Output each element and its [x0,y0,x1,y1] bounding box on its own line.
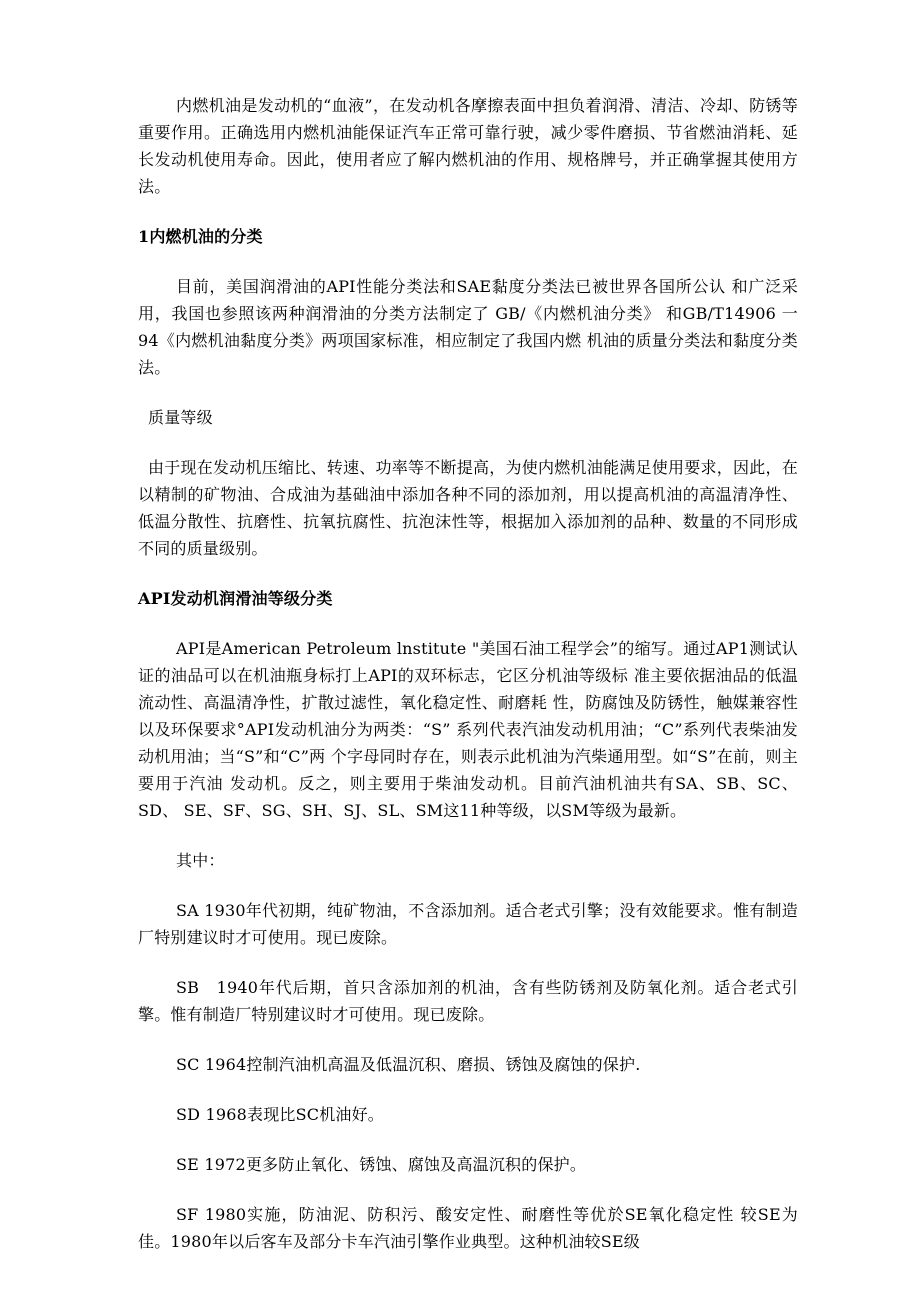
grade-sf: SF 1980实施，防油泥、防积污、酸安定性、耐磨性等优於SE氧化稳定性 较SE为佳。1980年以后客车及部分卡车汽油引擎作业典型。这种机油较SE级 [138,1205,798,1251]
heading-api: API发动机润滑油等级分类 [138,589,333,608]
grade-sa: SA 1930年代初期，纯矿物油，不含添加剂。适合老式引擎；没有效能要求。惟有制造厂特别建议时才可使用。现已废除。 [138,901,798,947]
grade-sd: SD 1968表现比SC机油好。 [176,1105,384,1124]
heading-classification: 1内燃机油的分类 [138,227,263,246]
paragraph-among: 其中： [176,851,225,870]
document-page [138,92,798,1255]
paragraph-classification: 目前，美国润滑油的API性能分类法和SAE黏度分类法已被世界各国所公认 和广泛采用，我国也参照该两种润滑油的分类方法制定了 GB/《内燃机油分类》 和GB/T14906 一 94《内燃机油黏度分类》两项国家标准，相应制定了我国内燃 机油的质量分类法和黏度分类法。 [138,277,798,377]
paragraph-quality: 由于现在发动机压缩比、转速、功率等不断提高，为使内燃机油能满足使用要求，因此，在以精制的矿物油、合成油为基础油中添加各种不同的添加剂，用以提高机油的高温清净性、低温分散性、抗磨性、抗氧抗腐性、抗泡沫性等，根据加入添加剂的品种、数量的不同形成不同的质量级别。 [138,458,798,558]
paragraph-intro: 内燃机油是发动机的“血液”，在发动机各摩擦表面中担负着润滑、清洁、冷却、防锈等重要作用。正确选用内燃机油能保证汽车正常可靠行驶，减少零件磨损、节省燃油消耗、延长发动机使用寿命。因此，使用者应了解内燃机油的作用、规格牌号，并正确掌握其使用方法。 [138,96,798,196]
grade-sb: SB 1940年代后期，首只含添加剂的机油，含有些防锈剂及防氧化剂。适合老式引擎。惟有制造厂特别建议时才可使用。现已废除。 [138,978,798,1024]
grade-se: SE 1972更多防止氧化、锈蚀、腐蚀及高温沉积的保护。 [176,1155,587,1174]
paragraph-api: API是American Petroleum lnstitute "美国石油工程学会”的缩写。通过AP1测试认证的油品可以在机油瓶身标打上API的双环标志，它区分机油等级标 准主要依据油品的低温流动性、高温清净性，扩散过滤性，氧化稳定性、耐磨耗 性，防腐蚀及防锈性，触媒兼容性以及环保要求°API发动机油分为两类：“S” 系列代表汽油发动机用油；“C”系列代表柴油发动机用油；当“S”和“C”两 个字母同时存在，则表示此机油为汽柴通用型。如“S”在前，则主要用于汽油 发动机。反之，则主要用于柴油发动机。目前汽油机油共有SA、SB、SC、SD、 SE、SF、SG、SH、SJ、SL、SM这11种等级，以SM等级为最新。 [138,639,798,820]
grade-sc: SC 1964控制汽油机高温及低温沉积、磨损、锈蚀及腐蚀的保护. [176,1055,641,1074]
subheading-quality: 质量等级 [148,408,213,427]
